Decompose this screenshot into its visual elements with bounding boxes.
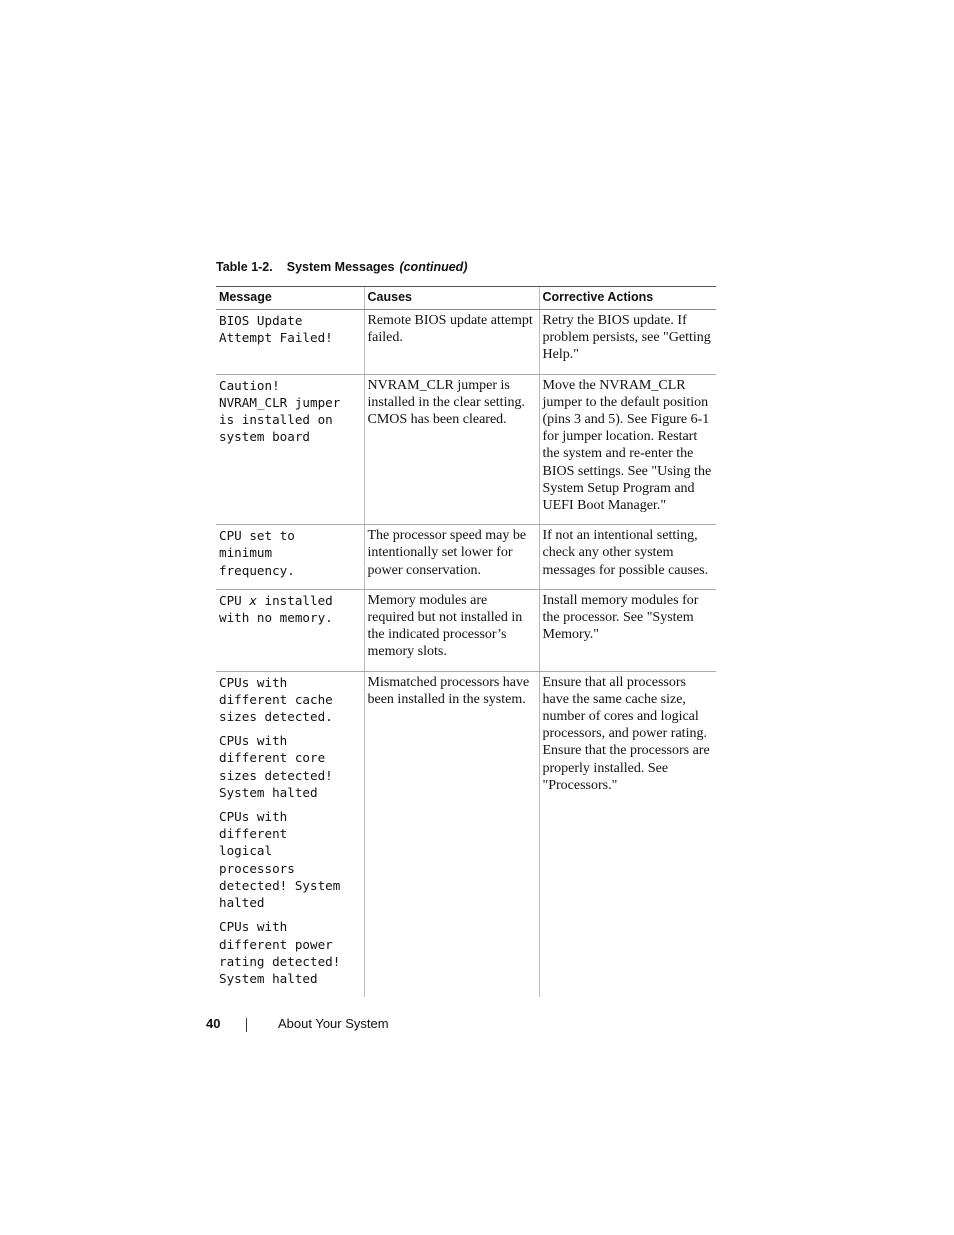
header-message: Message (216, 287, 364, 310)
actions-cell: Ensure that all processors have the same cache size, number of cores and logical processors, and power rating. Ensure that the processors are properly installed. See "Processors." (539, 671, 716, 997)
causes-cell: NVRAM_CLR jumper is installed in the clear setting. CMOS has been cleared. (364, 374, 539, 525)
message-cell (216, 310, 364, 375)
message-text: CPU set to minimum frequency. (219, 528, 295, 578)
message-cell (216, 374, 364, 525)
header-causes: Causes (364, 287, 539, 310)
table-row (216, 374, 716, 525)
message-text: CPUs with different power rating detected! System halted (219, 919, 341, 986)
causes-cell: Memory modules are required but not installed in the indicated processor’s memory slots. (364, 589, 539, 671)
table-header-row (216, 287, 716, 310)
system-messages-table (216, 286, 716, 997)
message-text: CPUs with different core sizes detected! System halted (219, 733, 333, 800)
message-cell (216, 525, 364, 590)
message-text-after: installed with no memory. (219, 592, 333, 626)
actions-cell: Retry the BIOS update. If problem persists, see "Getting Help." (539, 310, 716, 375)
actions-cell: If not an intentional setting, check any other system messages for possible causes. (539, 525, 716, 590)
causes-cell: Remote BIOS update attempt failed. (364, 310, 539, 375)
message-cell (216, 671, 364, 997)
message-text: Caution! NVRAM_CLR jumper is installed on system board (219, 377, 341, 445)
table-caption-label: Table 1-2. (216, 260, 273, 274)
table-row (216, 671, 716, 997)
page-number: 40 (206, 1016, 221, 1031)
message-text: CPUs with different logical processors detected! System halted (219, 809, 341, 911)
message-text (219, 592, 360, 626)
table-row (216, 589, 716, 671)
table-caption-continued: (continued) (399, 260, 468, 274)
footer-separator (246, 1018, 247, 1032)
table-caption (216, 260, 467, 274)
header-corrective-actions: Corrective Actions (539, 287, 716, 310)
causes-cell: The processor speed may be intentionally set lower for power conservation. (364, 525, 539, 590)
table-caption-title: System Messages (286, 260, 395, 274)
message-text-before: CPU (219, 592, 250, 608)
message-text: CPUs with different cache sizes detected. (219, 674, 333, 725)
causes-cell: Mismatched processors have been installed in the system. (364, 671, 539, 997)
table-row (216, 310, 716, 375)
actions-cell: Install memory modules for the processor. See "System Memory." (539, 589, 716, 671)
message-variable: x (249, 592, 257, 608)
table-row (216, 525, 716, 590)
actions-cell: Move the NVRAM_CLR jumper to the default position (pins 3 and 5). See Figure 6-1 for jumper location. Restart the system and re-enter the BIOS settings. See "Using the System Setup Program and UEFI Boot Manager." (539, 374, 716, 525)
footer-section-title: About Your System (278, 1016, 389, 1031)
message-cell (216, 589, 364, 671)
message-text: BIOS Update Attempt Failed! (219, 313, 333, 346)
